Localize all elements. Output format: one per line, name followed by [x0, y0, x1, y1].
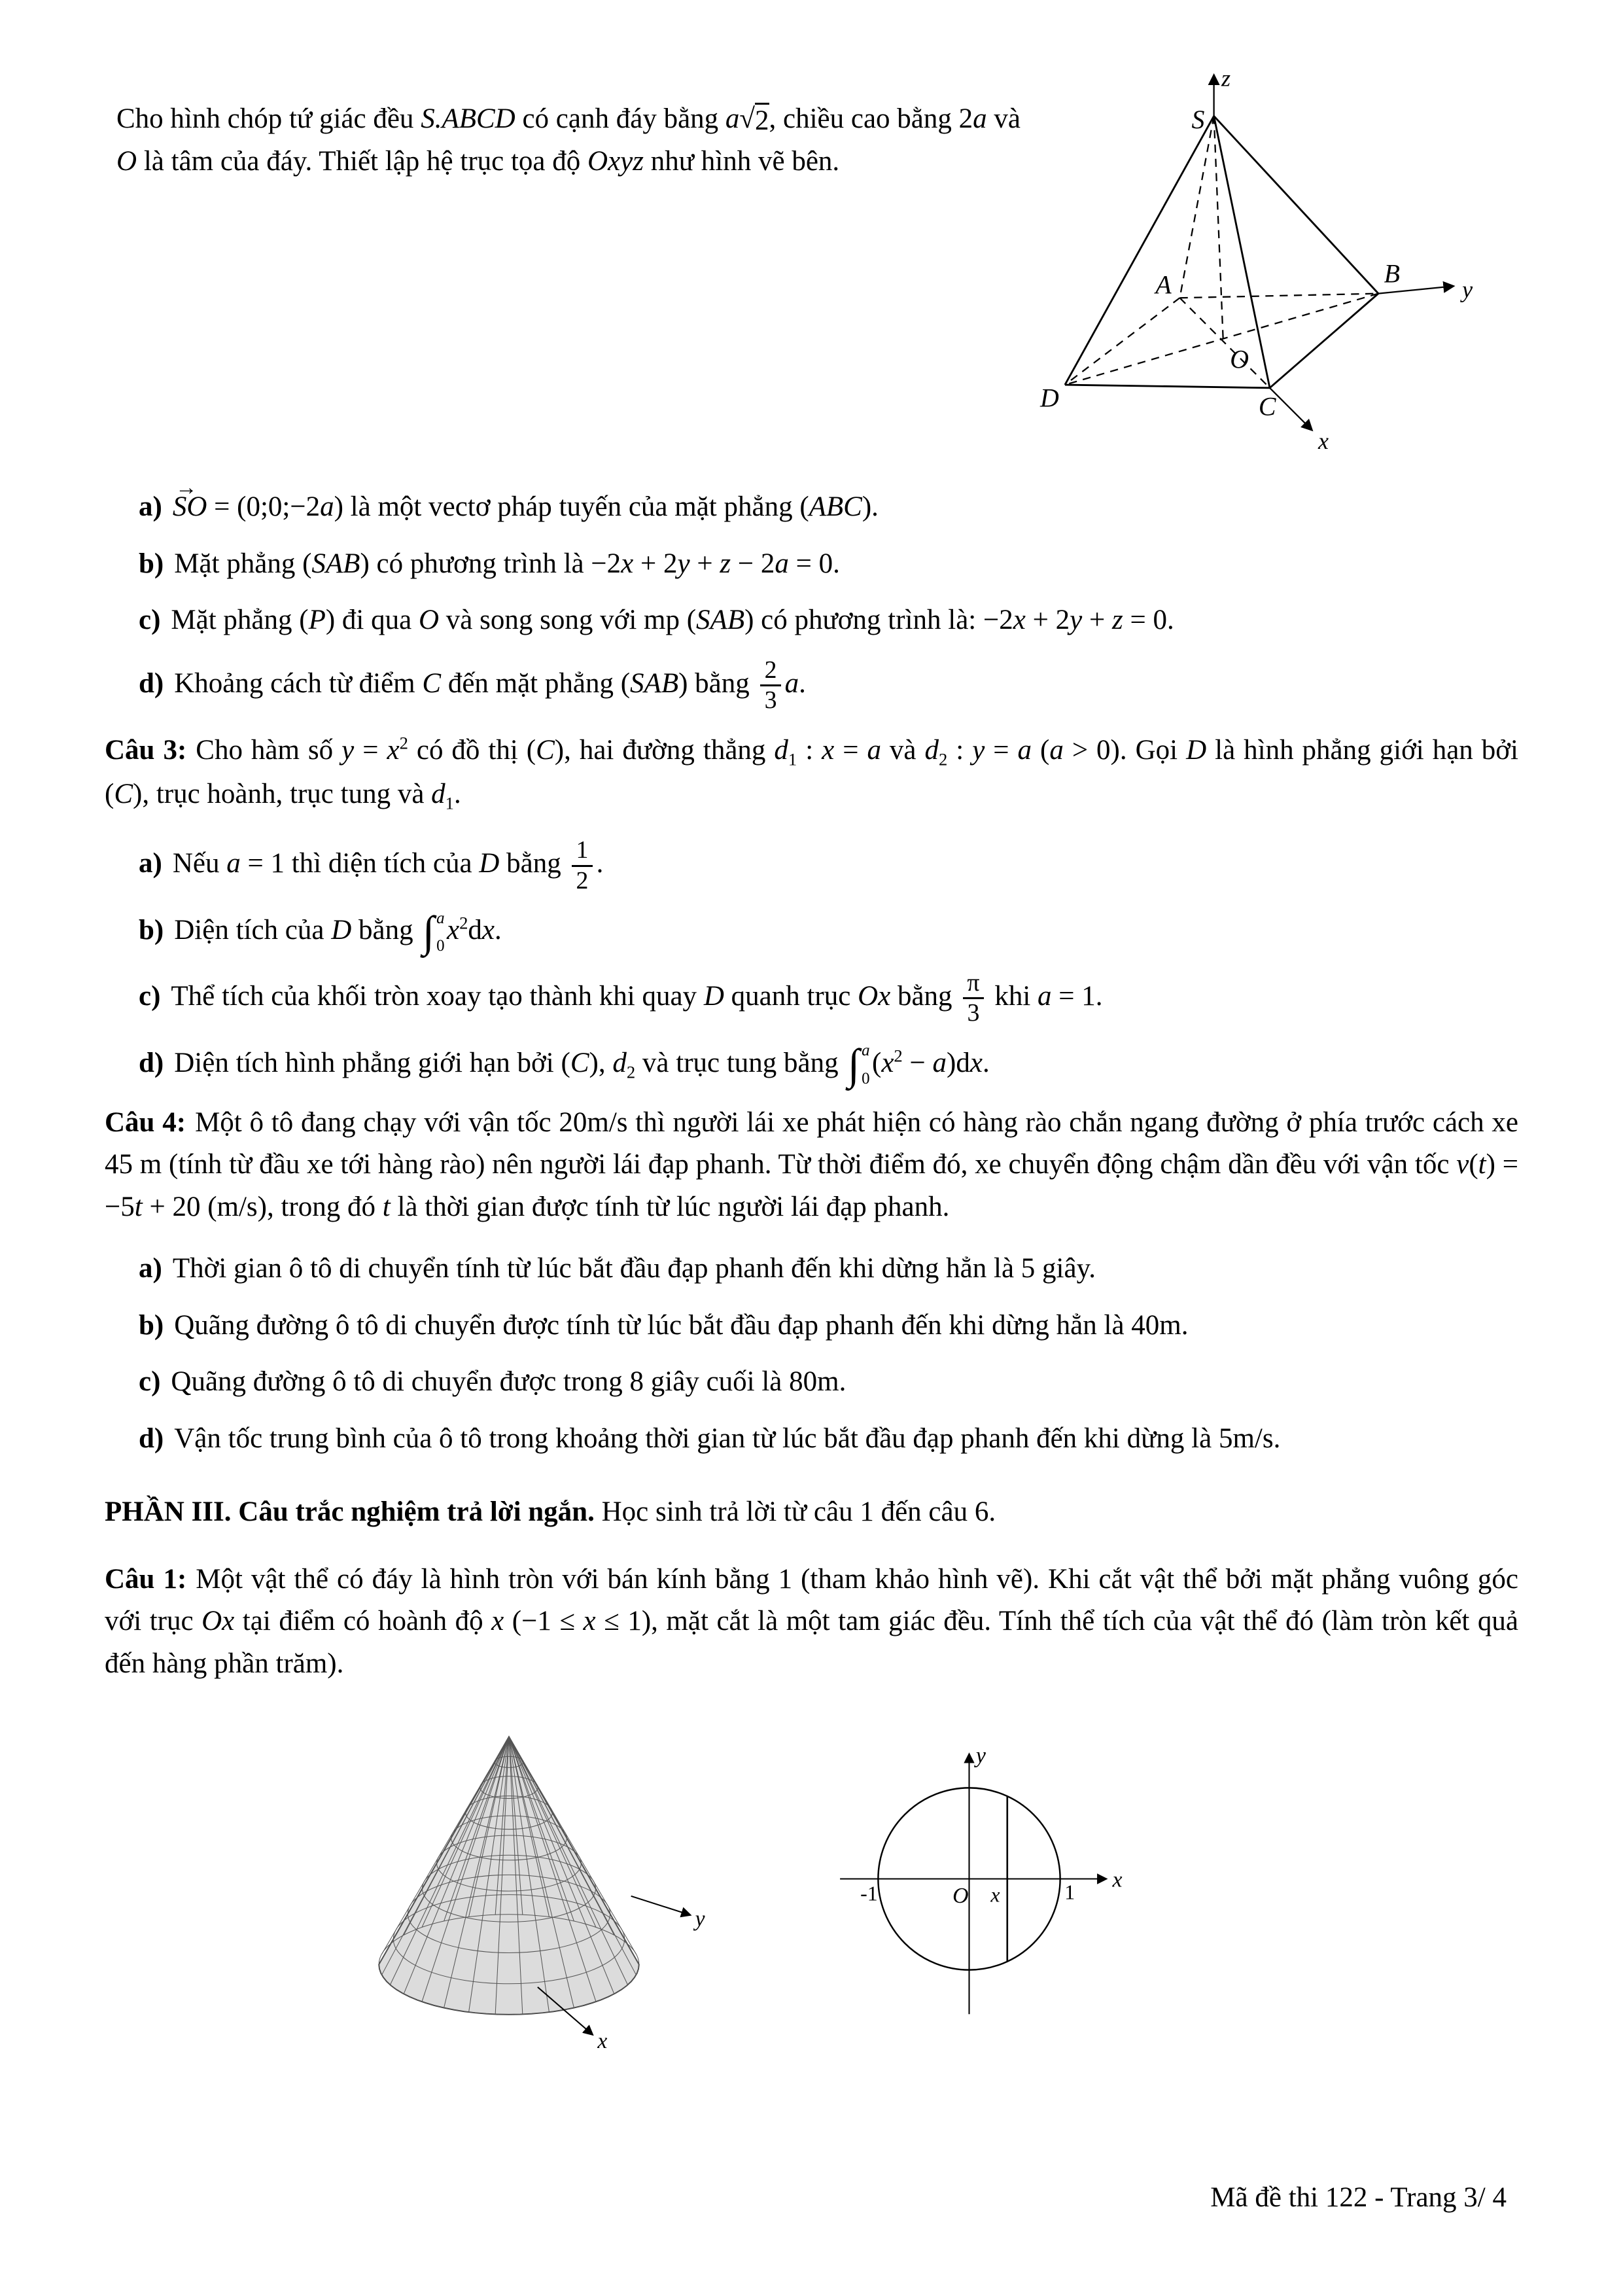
circle-label-x-axis: x: [1112, 1868, 1123, 1893]
statement-text: Quãng đường ô tô di chuyển được trong 8 giây cuối là 80m.: [171, 1366, 846, 1398]
statement-text: Quãng đường ô tô di chuyển được tính từ lúc bắt đầu đạp phanh đến khi dừng hẳn là 40m.: [174, 1309, 1189, 1341]
circle-label-one: 1: [1064, 1881, 1075, 1904]
question-4-label: Câu 4:: [105, 1106, 186, 1138]
cone-label-x: x: [597, 2029, 608, 2053]
question-1-intro: [105, 1559, 1518, 1686]
pyramid-svg: [1028, 59, 1512, 459]
circle-svg: [831, 1740, 1138, 2023]
statement-label: d): [139, 667, 164, 699]
pyramid-statements: [105, 486, 1518, 715]
pyramid-statement-a: [139, 486, 1518, 529]
q3-statement-a: [139, 836, 1518, 895]
q4-statement-b: [139, 1305, 1518, 1347]
pyramid-label-z: z: [1221, 65, 1231, 92]
statement-text: Vận tốc trung bình của ô tô trong khoảng thời gian từ lúc bắt đầu đạp phanh đến khi dừng là 5m/s.: [174, 1422, 1281, 1454]
pyramid-statement-d: [139, 656, 1518, 715]
pyramid-label-c: C: [1258, 391, 1276, 421]
q4-statement-d: [139, 1418, 1518, 1460]
statement-label: b): [139, 915, 164, 946]
q3-statement-b: [139, 910, 1518, 955]
q4-statement-c: [139, 1361, 1518, 1404]
x-axis: [1270, 388, 1312, 431]
q3-statement-c: [139, 969, 1518, 1028]
question-3-section: [105, 730, 1518, 1087]
statement-label: d): [139, 1047, 164, 1078]
statement-text: Nếu a = 1 thì diện tích của D bằng $\frac{1}{2}$ .: [172, 836, 604, 894]
cone-surface: [379, 1737, 639, 2015]
pyramid-label-y-axis: y: [1462, 276, 1473, 303]
pyramid-solid-edges: [1065, 116, 1378, 388]
pyramid-label-d: D: [1039, 383, 1059, 413]
q3-statement-d: [139, 1042, 1518, 1087]
question-4-section: [105, 1102, 1518, 1460]
statement-text: Diện tích của D bằng ∫ a 0 $x^2dx$.: [174, 908, 502, 956]
pyramid-question-section: [105, 65, 1518, 715]
circle-label-origin: O: [952, 1884, 969, 1909]
statement-label: a): [139, 491, 162, 523]
question-4-text: Một ô tô đang chạy với vận tốc 20m/s thì người lái xe phát hiện có hàng rào chắn ngang đường ở phía trước cách xe 45 m (tính từ đầu xe tới hàng rào) nên người lái đạp phanh. Từ thời điểm đó, xe chuyển động chậm dần đều với vận tốc v(t) = −5t + 20 (m/s), trong đó t là thời gian được tính từ lúc người lái đạp phanh.: [105, 1106, 1518, 1222]
statement-text: Mặt phẳng (P) đi qua O và song song với mp (SAB) có phương trình là: −2x + 2y + z = 0.: [171, 605, 1174, 636]
question-4-intro: [105, 1102, 1518, 1229]
pyramid-label-s: S: [1191, 105, 1205, 135]
statement-text: Thời gian ô tô di chuyển tính từ lúc bắt đầu đạp phanh đến khi dừng hẳn là 5 giây.: [172, 1253, 1096, 1284]
statement-label: a): [139, 848, 162, 879]
question-3-text: Cho hàm số $y = x^2$ có đồ thị (C), hai đường thẳng $d_1$ : x = a và $d_2$ : y = a (a > 0). Gọi D là hình phẳng giới hạn bởi (C), trục hoành, trục tung và $d_1$.: [105, 733, 1518, 813]
circle-label-chord-x: x: [990, 1883, 1000, 1907]
statement-text: Mặt phẳng (SAB) có phương trình là −2x + 2y + z − 2a = 0.: [174, 548, 840, 579]
question-3-intro: [105, 730, 1518, 817]
pyramid-statement-c: [139, 599, 1518, 642]
statement-label: b): [139, 1309, 164, 1341]
statement-label: d): [139, 1422, 164, 1454]
pyramid-statement-b: [139, 543, 1518, 586]
page-footer: Mã đề thi 122 - Trang 3/ 4: [1210, 2181, 1507, 2213]
statement-label: c): [139, 980, 161, 1012]
cone-y-axis: [631, 1896, 691, 1915]
q4-statement-a: [139, 1248, 1518, 1290]
circle-label-minus-one: -1: [860, 1882, 878, 1905]
statement-label: b): [139, 548, 164, 579]
statement-text: Khoảng cách từ điểm C đến mặt phẳng (SAB) bằng $\frac{2}{3}$ a.: [174, 656, 806, 715]
pyramid-question-head: [105, 65, 1518, 472]
part-3-heading: PHẦN III. Câu trắc nghiệm trả lời ngắn. Học sinh trả lời từ câu 1 đến câu 6.: [105, 1496, 996, 1528]
question-4-statements: [105, 1248, 1518, 1460]
pyramid-label-b: B: [1384, 258, 1400, 289]
pyramid-label-o: O: [1230, 344, 1249, 374]
pyramid-label-a: A: [1155, 270, 1172, 300]
question-3-statements: [105, 836, 1518, 1087]
question-1-label: Câu 1:: [105, 1563, 187, 1595]
question-1-text: Một vật thể có đáy là hình tròn với bán kính bằng 1 (tham khảo hình vẽ). Khi cắt vật thể bởi mặt phẳng vuông góc với trục Ox tại điểm có hoành độ x (−1 ≤ x ≤ 1), mặt cắt là một tam giác đều. Tính thể tích của vật thể đó (làm tròn kết quả đến hàng phần trăm).: [105, 1563, 1518, 1679]
cone-figure: [353, 1711, 720, 2066]
question-3-label: Câu 3:: [105, 734, 187, 766]
statement-text: SO → = (0;0;−2a) là một vectơ pháp tuyến của mặt phẳng (ABC).: [173, 491, 879, 522]
circle-label-y: y: [975, 1744, 986, 1769]
question-1-figures: [105, 1711, 1518, 2066]
cone-svg: [353, 1711, 720, 2053]
statement-text: Thể tích của khối tròn xoay tạo thành khi quay D quanh trục Ox bằng $\frac{\pi}{3}$ khi a = 1.: [171, 968, 1103, 1027]
pyramid-question-intro: Cho hình chóp tứ giác đều S.ABCD có cạnh đáy bằng a √ 2 , chiều cao bằng 2a và O là tâm của đáy. Thiết lập hệ trục tọa độ Oxyz như hình vẽ bên.: [116, 103, 1021, 177]
statement-label: c): [139, 605, 161, 636]
pyramid-axes: [1214, 75, 1454, 431]
question-1-section: [105, 1559, 1518, 2066]
statement-text: Diện tích hình phẳng giới hạn bởi (C), $d_2$ và trục tung bằng ∫ a 0 $(x^2 - a)dx$.: [174, 1040, 990, 1089]
circle-figure: [831, 1740, 1138, 2036]
cone-label-y: y: [695, 1907, 705, 1932]
statement-label: c): [139, 1366, 161, 1398]
pyramid-label-x-axis: x: [1318, 427, 1329, 454]
statement-label: a): [139, 1253, 162, 1284]
pyramid-figure: [1028, 59, 1512, 472]
